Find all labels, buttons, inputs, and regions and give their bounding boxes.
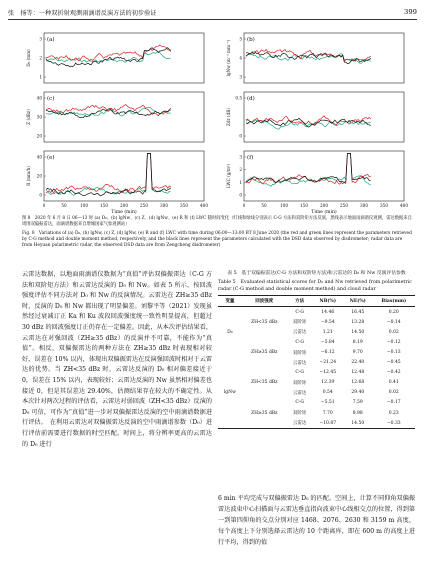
table-cell: 0.23 [388, 410, 399, 416]
x-tick-label: 150 [300, 203, 308, 208]
x-tick-label: 400 [400, 203, 408, 208]
panel-tag: (b) [247, 37, 255, 43]
x-axis-label: Time (min) [311, 210, 337, 215]
x-tick-label: 0 [42, 203, 46, 208]
x-tick-label: 350 [380, 203, 388, 208]
table-cell: ZH≥35 dBz [250, 410, 278, 416]
table-header-cell: NE(%) [349, 298, 366, 304]
panel-frame [44, 92, 204, 142]
table-cell: ZH≥35 dBz [250, 350, 278, 356]
table-cell: D₀ [227, 329, 233, 335]
table-cell: 29.40 [351, 390, 365, 396]
table-cell: −0.33 [386, 420, 401, 426]
table-cell [242, 368, 287, 378]
y-tick-label: 2 [239, 167, 242, 173]
y-tick-label: 0 [239, 192, 242, 198]
table-cell: 8.19 [352, 339, 363, 345]
table-row [218, 358, 415, 368]
table-row [218, 398, 415, 408]
series-line-black [246, 154, 371, 183]
table-cell [242, 337, 287, 347]
table-header-cell: 回波强度 [255, 299, 274, 305]
table-cell: 云雷达 [292, 330, 307, 336]
table-cell: C-G [295, 370, 304, 376]
y-tick-label: 3 [239, 154, 242, 160]
table-cell [218, 378, 242, 388]
y-tick-label: 4 [239, 55, 242, 61]
table-cell: 8.98 [352, 410, 363, 416]
table-header-row [218, 296, 415, 307]
table-row [218, 337, 415, 347]
table-cell: 14.50 [351, 420, 365, 426]
table-5 [218, 295, 415, 429]
y-tick-label: 40 [36, 95, 42, 101]
page-number: 399 [404, 8, 417, 16]
x-tick-label: 150 [100, 203, 108, 208]
table-row [218, 388, 415, 398]
table-cell: 9.70 [352, 350, 363, 356]
panel-tag: (c) [47, 96, 55, 102]
y-tick-label: 0.5 [235, 95, 242, 101]
table-cell: −5.84 [320, 339, 335, 345]
panel-tag: (f) [247, 155, 254, 161]
table-cell: ZH<35 dBz [250, 380, 278, 386]
table-row [218, 378, 415, 388]
table-cell: −0.42 [386, 370, 401, 376]
table-cell: 14.50 [351, 329, 365, 335]
table-cell: −10.87 [319, 420, 337, 426]
x-tick-label: 400 [200, 203, 208, 208]
x-axis-label: Time (min) [111, 210, 137, 215]
table-cell: 云雷达 [292, 390, 307, 396]
table-caption-en: Table 5 Evaluated statistical scores for D₀ and Nw retrieved from polarimetric radar (C-G method and double moment method) and cloud radar [218, 280, 412, 292]
running-title: 张 扬等：一种双折射观测雨滴谱反演方法的初步验证 [8, 10, 157, 17]
x-tick-label: 300 [160, 203, 168, 208]
table-cell: −9.54 [320, 319, 335, 325]
y-axis-label: R (mm/h) [26, 166, 31, 186]
panel-frame [244, 92, 404, 142]
y-tick-label: 1 [239, 179, 242, 185]
page-header [8, 6, 417, 18]
table-row [218, 327, 415, 337]
x-tick-label: 250 [140, 203, 148, 208]
table-cell: 16.45 [351, 309, 365, 315]
table-cell: lgNw [223, 390, 236, 396]
y-axis-label: Z (dBz) [26, 109, 31, 125]
table-cell [218, 398, 242, 408]
y-tick-label: 3 [39, 36, 42, 42]
table-cell [242, 388, 287, 398]
x-tick-label: 200 [320, 203, 328, 208]
panel-tag: (d) [247, 96, 255, 102]
table-row [218, 408, 415, 418]
y-tick-label: 1 [39, 74, 42, 80]
y-axis-label: lgNw (m⁻³ mm⁻¹) [226, 39, 231, 77]
table-cell: 云雷达 [292, 360, 307, 366]
series-line-black [246, 52, 371, 63]
x-tick-label: 100 [80, 203, 88, 208]
table-cell: 1.21 [322, 329, 333, 335]
table-cell: −6.12 [320, 350, 335, 356]
x-tick-label: 50 [261, 203, 267, 208]
table-cell: 0.02 [388, 329, 399, 335]
table-cell: 云雷达 [292, 421, 307, 427]
table-cell [218, 337, 242, 347]
table-cell: −21.24 [319, 360, 337, 366]
body-text-right: 6 min 平均完成与双偏振雷达 D₀ 的匹配。空间上，计算不同仰角双偏振雷达波束中心扫描面与云雷达垂直指向波束中心线相交点的位置，得到第一到第四仰角的交点分别对应 1468、2076、2630 和 3159 m 高度，每个高度上下分别选择云雷达的 10 个距离库，即在 600 m 的高度上进行平均，得到的值 [218, 495, 415, 546]
y-axis-label: Zdr (dB) [226, 108, 231, 126]
table-cell: 0.02 [388, 390, 399, 396]
table-header-cell: 变量 [225, 299, 235, 305]
y-tick-label: 20 [36, 133, 42, 139]
y-tick-label: 0 [39, 192, 42, 198]
table-row [218, 307, 415, 318]
panel-frame [244, 151, 404, 201]
table-header-cell: 方法 [295, 299, 305, 305]
figure-caption-en: Fig. 8 Variations of (a) D₀, (b) lgNw, (c) Z, (d) lgNw, (e) R and (f) LWC with time during 06:00—13:00 BT 8 June 2020 (the red and green lines represent the parameters retrieved by C-G method and double moment method, respectively, and the black lines represent the parameters calculated with the DSD data observed by disdrometer; radar data are from Heyuan polarimetric radar, the observed DSD data are from Zengcheng disdrometer) [22, 231, 412, 248]
table-cell [242, 307, 287, 318]
series-line-black [46, 154, 171, 196]
body-text-left: 云雷达数据，以地面雨滴谱仪数据为“真值”评估双偏振雷达（C-G 方法和双阶矩方法）和云雷达反演的 D₀ 和 Nw。如表 5 所示，按回波强度评估不同方法对 D₀ 和 Nw 的反演情况。云雷达在 ZH≥35 dBz 时，反演的 D₀ 和 Nw 都出现了明显偏差。刘黎平等（2021）发现虽然经过衰减订正 Ka 和 Ku 波段回波强度统一致性明显提高，但超过 30 dBz 的回波强度订正仍存在一定偏差。因此，从本次评估结果看，云雷达在对强回波（ZH≥35 dBz）的反演并不可靠，不能作为“真值”。相反，双偏振雷达的两种方法在 ZH≥35 dBz 时表现相对较好，误差在 10% 以内，体现出双偏振雷达在反演强回波时相对于云雷达的优势。当 ZH<35 dBz 时，云雷达反演的 D₀ 相对偏差接近于 0，误差在 15% 以内，表现较好；云雷达反演的 Nw 虽然相对偏差也接近 0，但是其误差达 29.40%，估测结果存在较大的不确定性。从本次针对两次过程的评估看，云雷达对弱回波（ZH<35 dBz）反演的 D₀ 可信，可作为“真值”进一步对双偏振雷达反演的空中雨滴谱数据进行评估。 在利用云雷达对双偏振雷达反演的空中雨滴谱参数（D₀）进行评估前需要进行数据的时空匹配。时间上，将分辨率更高的云雷达的 D₀ 进行 [22, 271, 212, 448]
table-cell [218, 347, 242, 357]
table-header-cell: NB(%) [319, 298, 336, 304]
table-cell [218, 408, 242, 418]
table-cell: −0.17 [386, 400, 401, 406]
table-cell: −0.13 [386, 350, 401, 356]
header-rule [8, 19, 417, 20]
table-5-block [218, 270, 415, 429]
table-cell: C-G [295, 309, 304, 315]
series-line-black [46, 109, 171, 118]
table-body [218, 307, 415, 429]
table-cell [242, 327, 287, 337]
y-axis-label: LWC (g/m³) [226, 163, 231, 189]
table-header-cell: Bias(mm) [381, 298, 407, 304]
table-cell [218, 307, 242, 318]
y-tick-label: 20 [36, 173, 42, 179]
table-cell: C-G [295, 339, 304, 345]
y-tick-label: 3 [239, 74, 242, 80]
x-tick-label: 200 [120, 203, 128, 208]
table-cell: −12.45 [319, 370, 337, 376]
panel-tag: (e) [47, 155, 55, 161]
table-row [218, 418, 415, 429]
table-cell [218, 317, 242, 327]
x-tick-label: 100 [280, 203, 288, 208]
table-cell: 双阶矩 [292, 411, 307, 417]
table-cell: 7.59 [352, 400, 363, 406]
series-line-green [246, 54, 371, 64]
table-cell: ZH<35 dBz [250, 319, 278, 325]
figure-8 [22, 30, 417, 215]
table-cell: 12.48 [351, 370, 365, 376]
table-cell: 7.70 [322, 410, 333, 416]
figure-caption-zh: 图 8 2020 年 6 月 8 日 06—13 时 (a) D₀、(b) lgNw、(c) Z、(d) lgNw、(e) R 和 (f) LWC 随时间变化（红线和绿线分别表示 C-G 方法和双阶矩方法反演，黑线表示地面雨滴谱仪观测，雷达数据来自周围双偏振雷达，雨滴谱数据来自增城国家气象观测站） [22, 216, 412, 227]
table-row [218, 368, 415, 378]
table-cell [218, 418, 242, 429]
table-cell: −5.51 [320, 400, 335, 406]
y-tick-label: 0 [239, 133, 242, 139]
x-tick-label: 350 [180, 203, 188, 208]
table-cell: 12.68 [351, 380, 365, 386]
x-tick-label: 50 [61, 203, 67, 208]
table-cell: 22.40 [351, 360, 365, 366]
table-cell: 双阶矩 [292, 380, 307, 386]
y-tick-label: 40 [36, 154, 42, 160]
table-cell: −0.14 [386, 319, 401, 325]
x-tick-label: 0 [242, 203, 246, 208]
table-cell [242, 398, 287, 408]
table-cell: 12.39 [321, 380, 335, 386]
table-cell: 0.41 [388, 380, 399, 386]
x-tick-label: 250 [340, 203, 348, 208]
table-cell: −0.45 [386, 360, 401, 366]
table-cell: C-G [295, 400, 304, 406]
table-cell [218, 358, 242, 368]
table-cell [242, 358, 287, 368]
table-cell: 0.20 [388, 309, 399, 315]
table-cell: 13.28 [351, 319, 365, 325]
table-cell [218, 368, 242, 378]
table-cell: 0.54 [322, 390, 333, 396]
y-axis-label: D₀ (mm) [26, 49, 31, 67]
panel-tag: (a) [47, 37, 55, 43]
x-tick-label: 300 [360, 203, 368, 208]
table-row [218, 317, 415, 327]
y-tick-label: 2 [39, 55, 42, 61]
y-tick-label: 5 [239, 36, 242, 42]
table-cell: 双阶矩 [292, 320, 307, 326]
table-cell: 14.46 [321, 309, 335, 315]
y-tick-label: 30 [36, 114, 42, 120]
table-caption-zh: 表 5 基于双偏振雷达(C-G 方法和双阶矩方法)和云雷达的 D₀ 和 Nw 反演评估参数 [227, 271, 406, 276]
table-cell [242, 418, 287, 429]
table-cell: −0.12 [386, 339, 401, 345]
table-row [218, 347, 415, 357]
panel-frame [44, 151, 204, 201]
table-cell: 双阶矩 [292, 350, 307, 356]
